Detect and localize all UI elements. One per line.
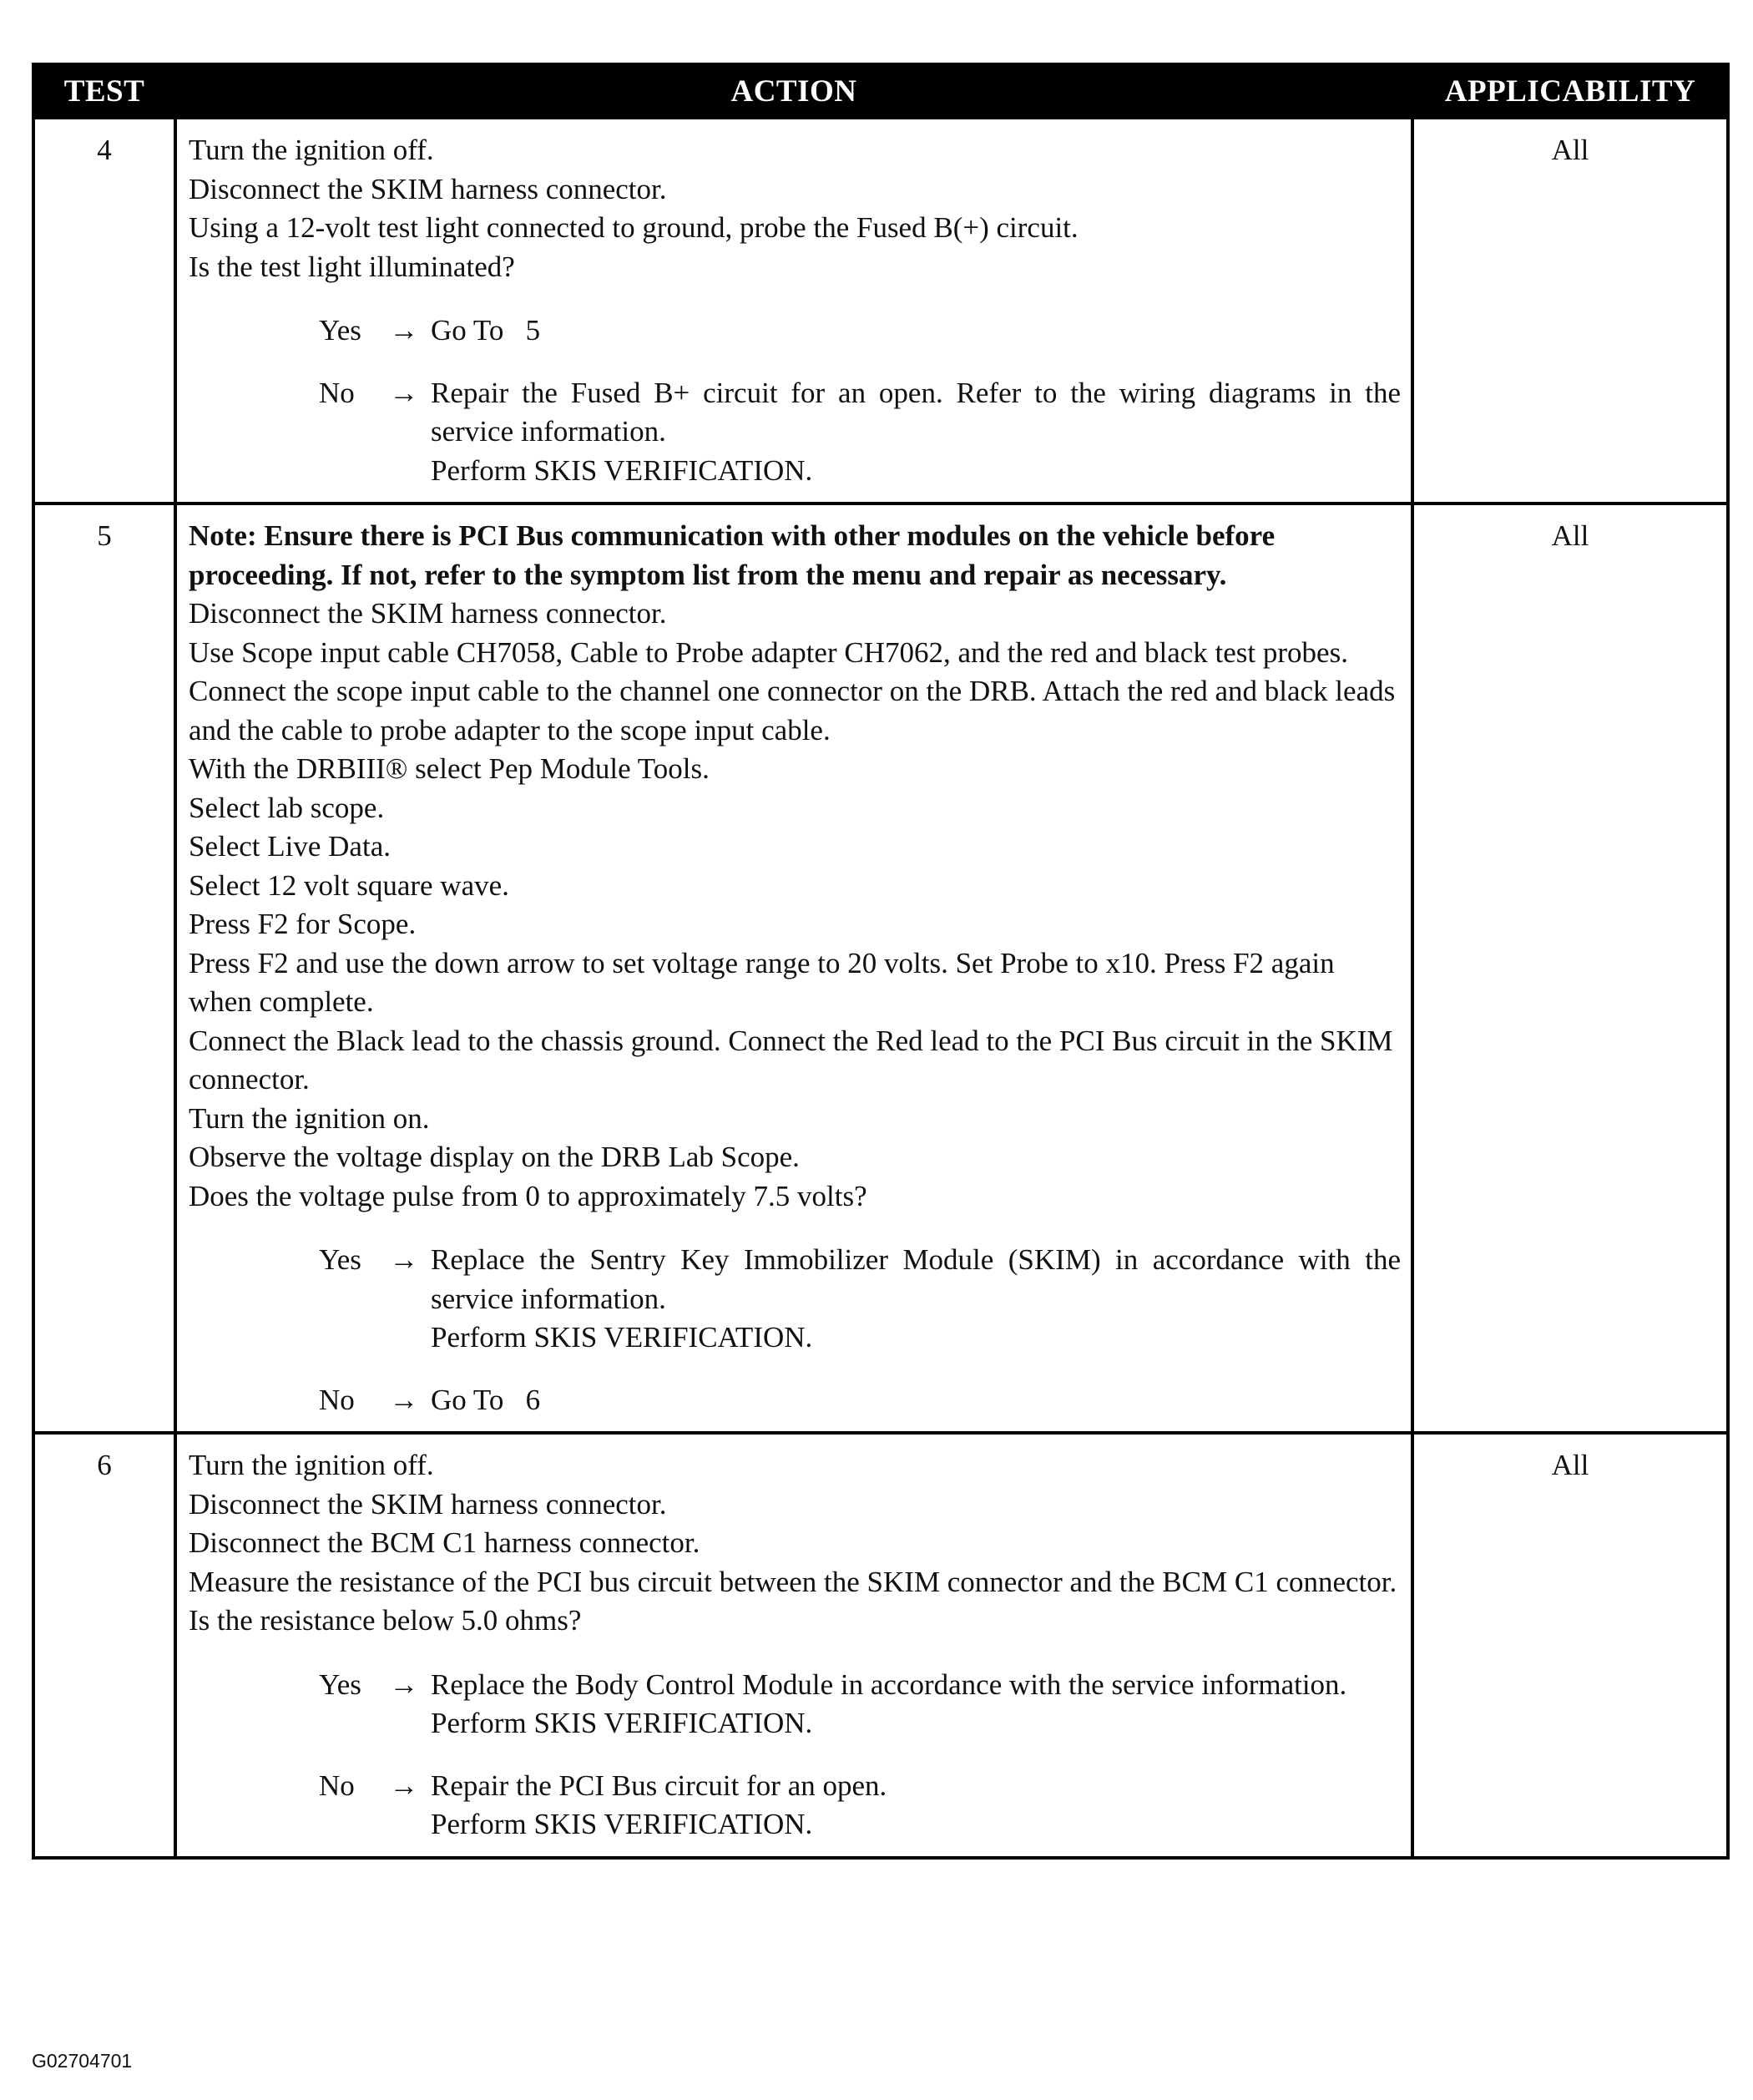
diagnostic-test-table [32,63,1730,1860]
header-test: TEST [33,64,175,118]
answer-text [431,1666,1401,1743]
action-step: Press F2 for Scope. [189,908,417,940]
figure-id: G02704701 [32,2050,133,2072]
arrow-icon: → [389,376,419,409]
action-step: Is the resistance below 5.0 ohms? [189,1604,582,1637]
test-number: 4 [33,118,175,503]
answer-yes [189,311,1401,351]
action-step: Measure the resistance of the PCI bus circuit between the SKIM connector and the BCM C1 connector. [189,1565,1397,1598]
action-step: Connect the Black lead to the chassis ground. Connect the Red lead to the PCI Bus circuit in the SKIM connector. [189,1024,1393,1096]
arrow-icon: → [389,1667,419,1701]
action-step: Turn the ignition off. [189,1449,434,1481]
note-text: Note: Ensure there is PCI Bus communication with other modules on the vehicle before proceeding. If not, refer to the symptom list from the menu and repair as necessary. [189,519,1276,591]
arrow-icon: → [389,314,419,347]
answer-label: Yes [319,1667,361,1701]
answer-text [431,1767,1401,1844]
answer-label: No [319,376,355,409]
applicability-value: All [1412,503,1728,1433]
action-cell [175,1433,1412,1858]
answer-line: Repair the PCI Bus circuit for an open. [431,1769,887,1802]
action-step: Disconnect the SKIM harness connector. [189,1487,667,1521]
answer-line: Replace the Body Control Module in accordance with the service information. [431,1667,1347,1701]
applicability-value: All [1412,118,1728,503]
table-row [33,118,1728,503]
action-cell [175,503,1412,1433]
answer-line: Replace the Sentry Key Immobilizer Module (SKIM) in accordance with the service information. [431,1243,1401,1315]
action-step: Is the test light illuminated? [189,250,515,283]
table-header-row [33,64,1728,118]
answer-line: Perform SKIS VERIFICATION. [431,1808,813,1840]
header-action: ACTION [175,64,1412,118]
answer-line: Perform SKIS VERIFICATION. [431,453,813,487]
action-step: With the DRBIII® select Pep Module Tools. [189,752,710,785]
action-step: Press F2 and use the down arrow to set voltage range to 20 volts. Set Probe to x10. Press F2 again when complete. [189,946,1335,1018]
test-number: 5 [33,503,175,1433]
action-step: Use Scope input cable CH7058, Cable to Probe adapter CH7062, and the red and black test probes. [189,635,1348,669]
answer-text [431,311,1401,351]
answer-label: No [319,1383,355,1416]
action-step: Select lab scope. [189,791,385,824]
action-step: Using a 12-volt test light connected to ground, probe the Fused B(+) circuit. [189,211,1079,244]
arrow-icon: → [389,1383,419,1416]
answer-yes [189,1666,1401,1743]
action-step: Select Live Data. [189,830,391,863]
action-step: Turn the ignition on. [189,1101,430,1135]
action-step: Disconnect the SKIM harness connector. [189,172,667,205]
table-row [33,503,1728,1433]
answer-line: Perform SKIS VERIFICATION. [431,1321,813,1354]
answer-text [431,1381,1401,1420]
answer-yes [189,1241,1401,1358]
answer-line: Go To 5 [431,314,541,347]
test-number: 6 [33,1433,175,1858]
answer-label: Yes [319,314,361,347]
action-step: Disconnect the SKIM harness connector. [189,597,667,630]
action-step: Does the voltage pulse from 0 to approximately 7.5 volts? [189,1179,867,1212]
table-row [33,1433,1728,1858]
answer-label: Yes [319,1243,361,1276]
action-step: Connect the scope input cable to the channel one connector on the DRB. Attach the red and black leads and the cable to probe adapter to the scope input cable. [189,675,1396,746]
answer-line: Perform SKIS VERIFICATION. [431,1707,813,1739]
answer-line: Go To 6 [431,1383,541,1416]
answer-line: Repair the Fused B+ circuit for an open. Refer to the wiring diagrams in the service information. [431,376,1401,448]
arrow-icon: → [389,1243,419,1276]
action-step: Observe the voltage display on the DRB Lab Scope. [189,1141,800,1173]
answer-text [431,1241,1401,1358]
arrow-icon: → [389,1769,419,1802]
answer-no [189,374,1401,491]
answer-no [189,1767,1401,1844]
action-step: Select 12 volt square wave. [189,868,509,902]
action-step: Disconnect the BCM C1 harness connector. [189,1526,700,1559]
answer-no [189,1381,1401,1420]
action-cell [175,118,1412,503]
answer-label: No [319,1769,355,1802]
action-step: Turn the ignition off. [189,134,434,166]
answer-text [431,374,1401,491]
applicability-value: All [1412,1433,1728,1858]
header-applicability: APPLICABILITY [1412,64,1728,118]
table-body [33,118,1728,1858]
